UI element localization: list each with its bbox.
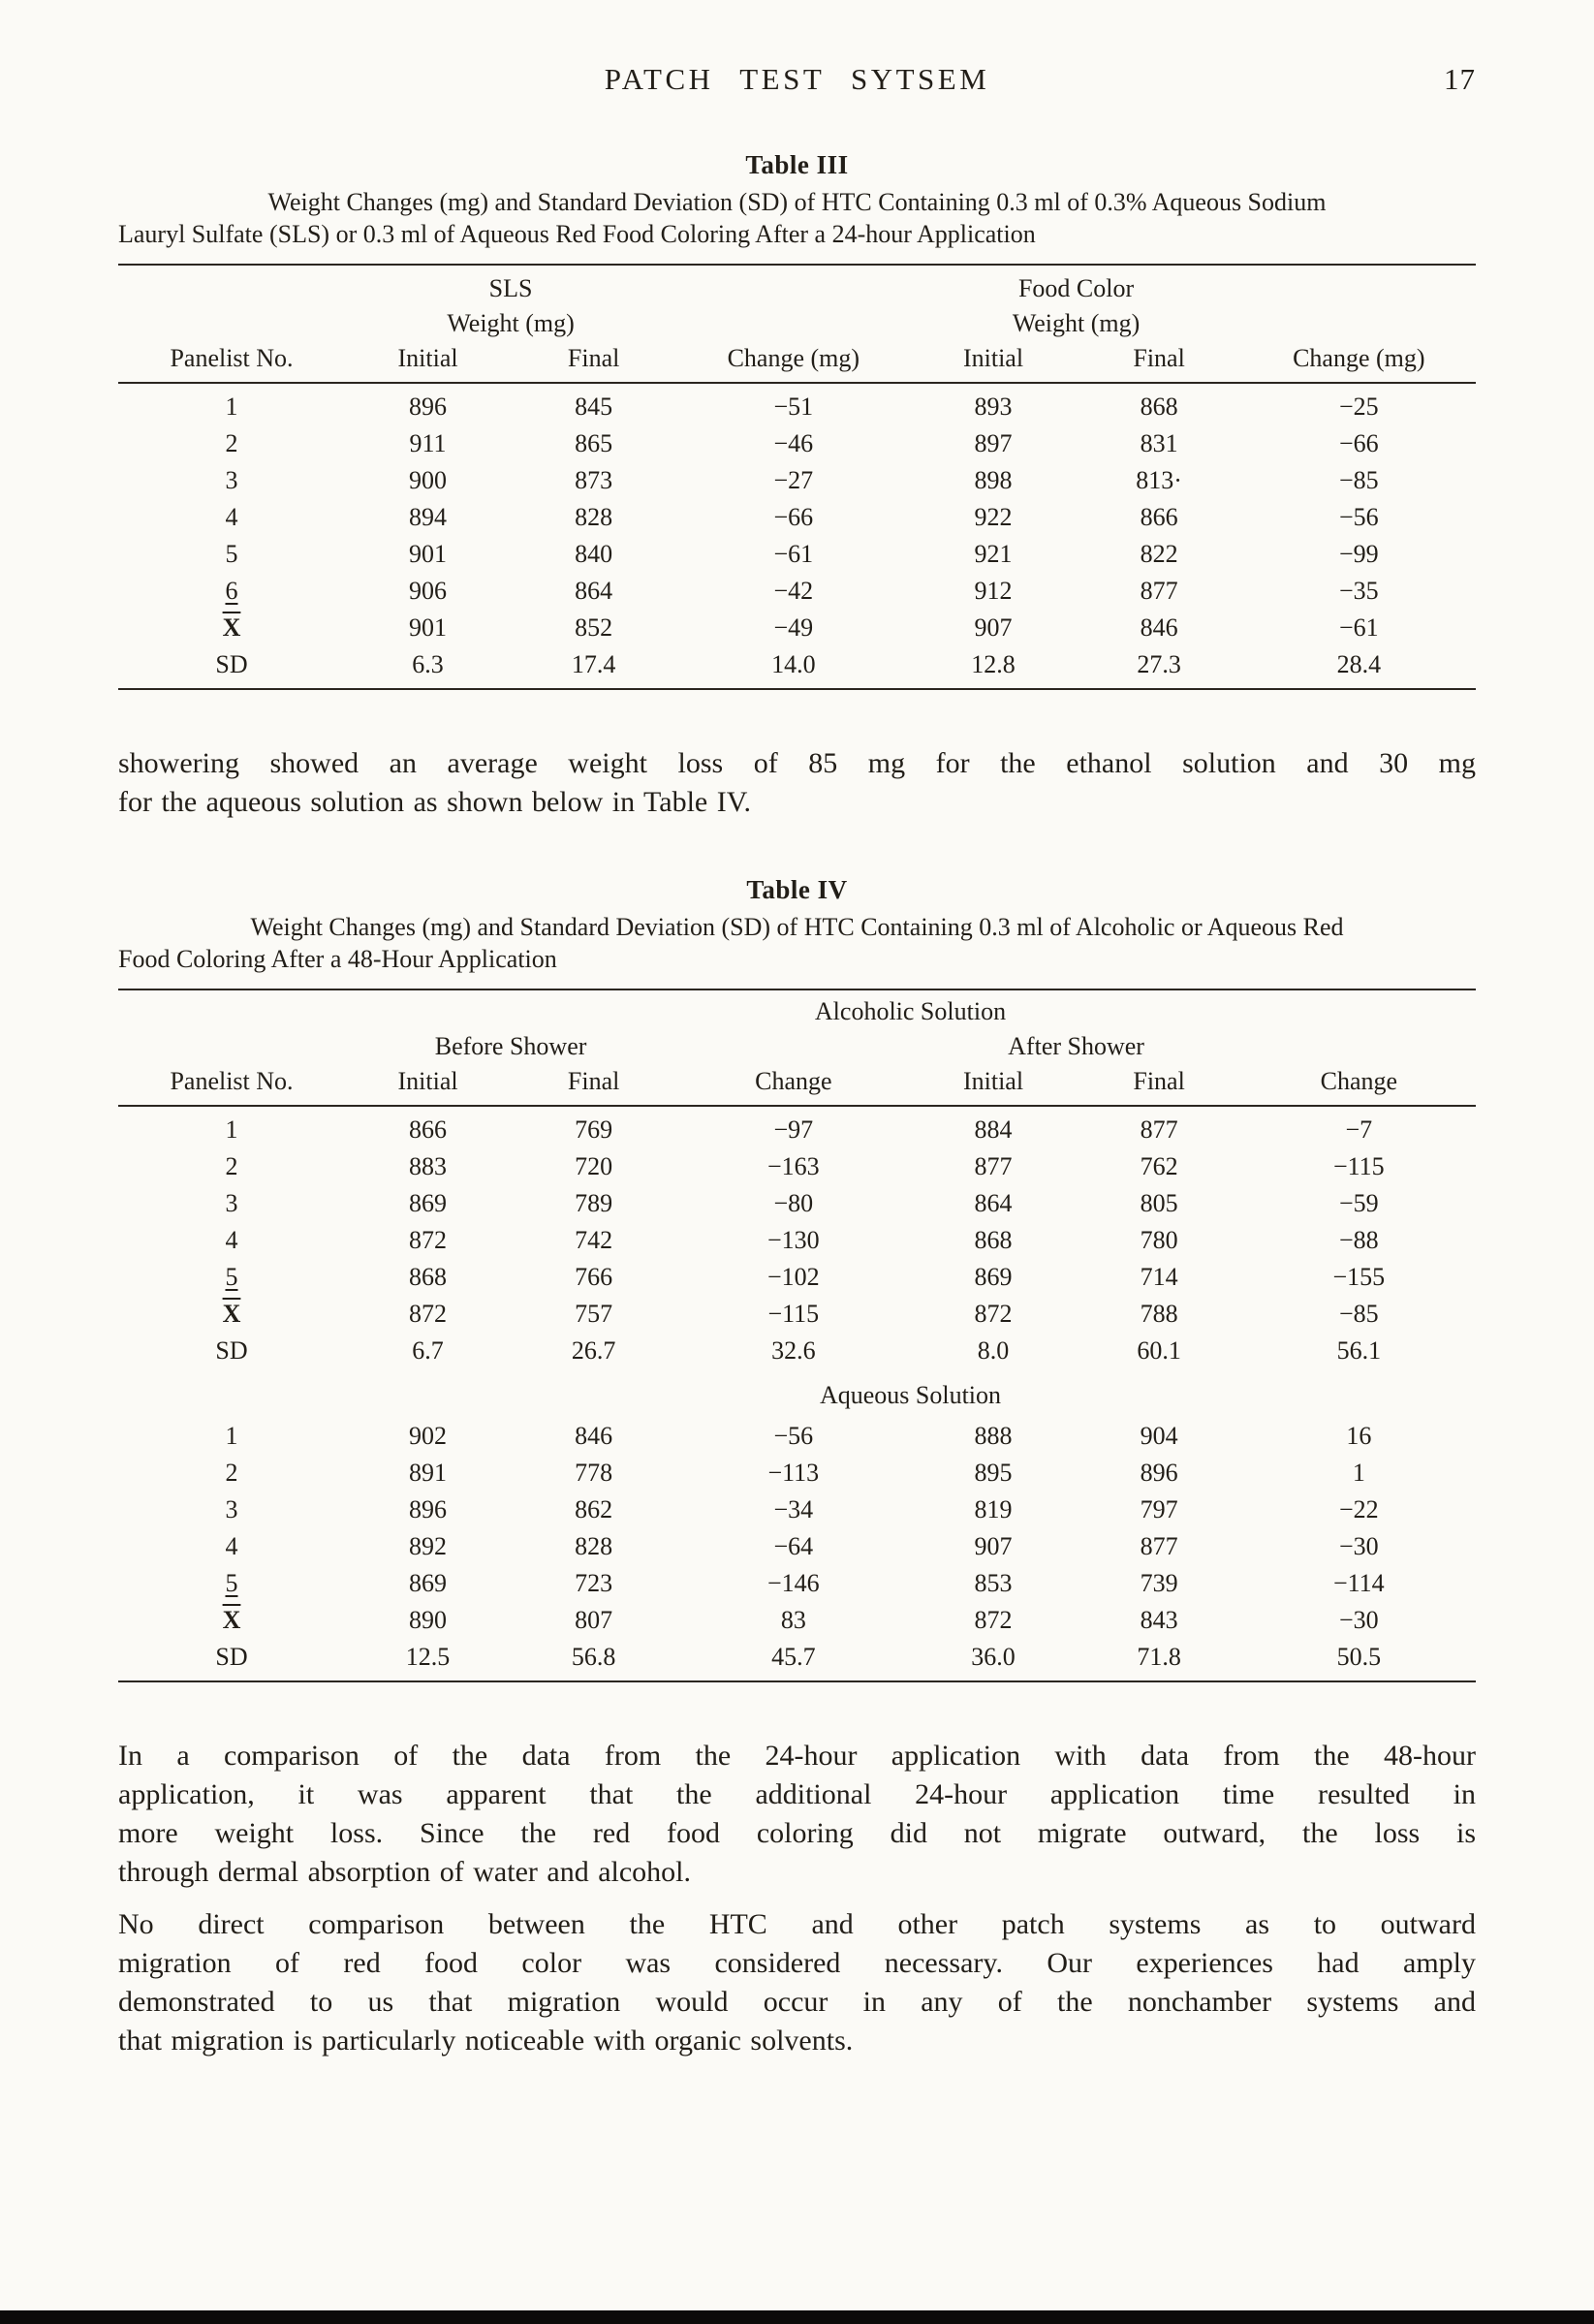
column-header: Initial: [345, 341, 511, 383]
row-label: 2: [225, 1459, 238, 1487]
table-row: [118, 1455, 1476, 1492]
text-line: that migration is particularly noticeable with organic solvents.: [118, 2025, 854, 2057]
row-label: 3: [225, 1495, 238, 1523]
table-row: [118, 1106, 1476, 1148]
table-row: [118, 383, 1476, 425]
table-cell: 872: [409, 1226, 448, 1254]
table-cell: 807: [575, 1606, 613, 1634]
spacer-cell: [676, 1029, 910, 1064]
row-label: 4: [225, 503, 238, 531]
column-header: Panelist No.: [118, 341, 345, 383]
table-cell: 894: [409, 503, 448, 531]
table-cell: 805: [1140, 1189, 1178, 1217]
table-cell: 788: [1140, 1300, 1178, 1328]
table-cell: 83: [780, 1606, 806, 1634]
table-cell: 742: [575, 1226, 613, 1254]
table-cell: −59: [1338, 1189, 1379, 1217]
section-header-aqueous: Aqueous Solution: [819, 1381, 1002, 1409]
table-row: [118, 536, 1476, 573]
text-line: showering showed an average weight loss of 85 mg for the ethanol solution and 30 mg: [118, 747, 1476, 779]
running-head-title: PATCH TEST SYTSEM: [604, 62, 990, 96]
table-cell: 27.3: [1137, 650, 1181, 678]
table-cell: 907: [974, 1532, 1013, 1560]
table-cell: 912: [974, 577, 1013, 605]
table-cell: 891: [409, 1459, 448, 1487]
table-cell: 877: [1140, 577, 1178, 605]
table-cell: −35: [1338, 577, 1379, 605]
group-header-food-color: Food Color: [1017, 274, 1135, 302]
table-cell: 862: [575, 1495, 613, 1523]
row-label-cell: [118, 1148, 345, 1185]
row-label: 3: [225, 1189, 238, 1217]
table-cell: 6.7: [412, 1336, 444, 1365]
row-label-cell: [118, 1602, 345, 1639]
table-cell: 902: [409, 1422, 448, 1450]
row-label-cell: [118, 462, 345, 499]
row-label-cell: [118, 1455, 345, 1492]
row-label-cell: [118, 1222, 345, 1259]
table4-aqueous-separator: [118, 1374, 1476, 1413]
table-row: [118, 1528, 1476, 1565]
table-cell: 872: [974, 1606, 1013, 1634]
table-cell: 778: [575, 1459, 613, 1487]
table-cell: 868: [409, 1263, 448, 1291]
row-label: 4: [225, 1226, 238, 1254]
table-cell: 896: [409, 1495, 448, 1523]
table-cell: 14.0: [771, 650, 816, 678]
table-cell: −88: [1338, 1226, 1379, 1254]
table-row: [118, 646, 1476, 689]
page-number: 17: [1444, 62, 1476, 96]
row-label: 2: [225, 1152, 238, 1180]
spacer-cell: [118, 265, 345, 306]
row-label: 5: [225, 1263, 238, 1291]
table-cell: −114: [1332, 1569, 1385, 1597]
table-cell: 877: [974, 1152, 1013, 1180]
spacer-cell: [1242, 1029, 1476, 1064]
table-cell: −27: [773, 466, 814, 494]
column-header: Change: [1242, 1064, 1476, 1106]
table-cell: −46: [773, 429, 814, 457]
table-cell: 906: [409, 577, 448, 605]
table-cell: −30: [1338, 1606, 1379, 1634]
table3-title: Table III: [745, 150, 849, 179]
table-cell: 897: [974, 429, 1013, 457]
paragraph: [118, 1737, 1476, 1892]
table-cell: −99: [1338, 540, 1379, 568]
table-cell: 739: [1140, 1569, 1178, 1597]
table-cell: −34: [773, 1495, 814, 1523]
table-cell: 71.8: [1137, 1643, 1181, 1671]
group-subheader-row: [118, 306, 1476, 341]
table-cell: 852: [575, 613, 613, 642]
table-cell: 828: [575, 1532, 613, 1560]
table-row: [118, 425, 1476, 462]
table-cell: 896: [409, 393, 448, 421]
table-row: [118, 1296, 1476, 1333]
table3-caption: [118, 186, 1476, 250]
table-cell: 36.0: [971, 1643, 1016, 1671]
table-cell: 769: [575, 1115, 613, 1144]
row-label: $\overline{X}$: [222, 1606, 241, 1634]
spacer-cell: [1242, 306, 1476, 341]
row-label-cell: [118, 646, 345, 689]
table-row: [118, 1333, 1476, 1374]
table-cell: −25: [1338, 393, 1379, 421]
table4-caption: [118, 911, 1476, 975]
spacer-cell: [118, 989, 345, 1029]
text-line: application, it was apparent that the additional 24-hour application time resulted in: [118, 1778, 1476, 1810]
table-cell: 60.1: [1137, 1336, 1181, 1365]
table-cell: −56: [773, 1422, 814, 1450]
row-label-cell: [118, 1296, 345, 1333]
row-label: SD: [215, 650, 248, 678]
table-cell: 853: [974, 1569, 1013, 1597]
table-cell: −102: [766, 1263, 820, 1291]
column-header: Initial: [910, 1064, 1076, 1106]
paragraph: [118, 744, 1476, 822]
table-cell: −64: [773, 1532, 814, 1560]
table-cell: 869: [409, 1189, 448, 1217]
row-label-cell: [118, 1333, 345, 1374]
table-cell: −61: [1338, 613, 1379, 642]
row-label: $\overline{X}$: [222, 613, 241, 642]
text-line: Weight Changes (mg) and Standard Deviation (SD) of HTC Containing 0.3 ml of Alcoholic or Aqueous Red: [250, 913, 1344, 941]
group-header-row: [118, 1029, 1476, 1064]
table-row: [118, 1259, 1476, 1296]
table-cell: −115: [767, 1300, 820, 1328]
table-row: [118, 1222, 1476, 1259]
paragraph: [118, 1905, 1476, 2060]
row-label-cell: [118, 383, 345, 425]
table-cell: 845: [575, 393, 613, 421]
table-cell: −80: [773, 1189, 814, 1217]
spacer-cell: [118, 1029, 345, 1064]
section-header-alcoholic: Alcoholic Solution: [814, 997, 1007, 1025]
table-cell: 922: [974, 503, 1013, 531]
text-line: No direct comparison between the HTC and other patch systems as to outward: [118, 1908, 1476, 1940]
row-label-cell: [118, 536, 345, 573]
table-cell: 26.7: [571, 1336, 616, 1365]
table-cell: −66: [1338, 429, 1379, 457]
row-label: SD: [215, 1643, 248, 1671]
table-cell: −146: [766, 1569, 820, 1597]
row-label: 1: [225, 1422, 238, 1450]
text-line: through dermal absorption of water and alcohol.: [118, 1856, 691, 1888]
section-header-row: [118, 989, 1476, 1029]
table-cell: 45.7: [771, 1643, 816, 1671]
row-label-cell: [118, 1639, 345, 1681]
table-cell: −66: [773, 503, 814, 531]
column-header: Final: [511, 1064, 676, 1106]
group-header-after-shower: After Shower: [1008, 1032, 1144, 1060]
row-label: 1: [225, 393, 238, 421]
spacer-cell: [676, 306, 910, 341]
table-cell: −61: [773, 540, 814, 568]
text-line: for the aqueous solution as shown below in Table IV.: [118, 786, 752, 818]
table-cell: 846: [575, 1422, 613, 1450]
scan-edge-artifact: [0, 2310, 1594, 2324]
table-cell: 872: [974, 1300, 1013, 1328]
table-cell: 868: [1140, 393, 1178, 421]
table-cell: 901: [409, 540, 448, 568]
table-cell: 890: [409, 1606, 448, 1634]
column-header: Final: [1077, 341, 1242, 383]
column-header: Change (mg): [676, 341, 910, 383]
table-cell: 797: [1140, 1495, 1178, 1523]
table-cell: 762: [1140, 1152, 1178, 1180]
column-header: Change (mg): [1242, 341, 1476, 383]
row-label-cell: [118, 610, 345, 646]
text-line: In a comparison of the data from the 24-hour application with data from the 48-hour: [118, 1740, 1476, 1772]
group-header-row: [118, 265, 1476, 306]
table-cell: 56.1: [1336, 1336, 1382, 1365]
table-cell: 888: [974, 1422, 1013, 1450]
table-cell: 898: [974, 466, 1013, 494]
column-header-row: [118, 341, 1476, 383]
table-cell: −155: [1332, 1263, 1386, 1291]
table3: [118, 264, 1476, 690]
table4-aqueous-body: [118, 1413, 1476, 1681]
table-cell: 869: [974, 1263, 1013, 1291]
table-cell: 865: [575, 429, 613, 457]
table-cell: 17.4: [571, 650, 616, 678]
table-cell: −85: [1338, 1300, 1379, 1328]
table-cell: 893: [974, 393, 1013, 421]
table-cell: −56: [1338, 503, 1379, 531]
table-cell: 895: [974, 1459, 1013, 1487]
text-line: more weight loss. Since the red food coloring did not migrate outward, the loss is: [118, 1817, 1476, 1849]
row-label: 6: [225, 577, 238, 605]
text-line: Food Coloring After a 48-Hour Application: [118, 945, 557, 973]
table-row: [118, 610, 1476, 646]
spacer-cell: [1242, 265, 1476, 306]
row-label-cell: [118, 425, 345, 462]
text-line: Lauryl Sulfate (SLS) or 0.3 ml of Aqueous Red Food Coloring After a 24-hour Application: [118, 220, 1036, 248]
table-cell: 921: [974, 540, 1013, 568]
table-cell: 813·: [1136, 466, 1182, 494]
table-cell: −113: [767, 1459, 820, 1487]
table-cell: 840: [575, 540, 613, 568]
column-header: Initial: [345, 1064, 511, 1106]
table-cell: 720: [575, 1152, 613, 1180]
table-row: [118, 573, 1476, 610]
row-label: 5: [225, 1569, 238, 1597]
column-header: Final: [511, 341, 676, 383]
table-cell: 901: [409, 613, 448, 642]
section-header-row: [118, 1374, 1476, 1413]
table-cell: −163: [766, 1152, 820, 1180]
table-cell: 28.4: [1336, 650, 1382, 678]
row-label-cell: [118, 1106, 345, 1148]
spacer-cell: [676, 265, 910, 306]
table-cell: 896: [1140, 1459, 1178, 1487]
table-cell: 873: [575, 466, 613, 494]
table-row: [118, 499, 1476, 536]
table-row: [118, 1492, 1476, 1528]
table-row: [118, 1602, 1476, 1639]
table-row: [118, 1639, 1476, 1681]
table-cell: −42: [773, 577, 814, 605]
table-cell: 780: [1140, 1226, 1178, 1254]
table-cell: −7: [1345, 1115, 1373, 1144]
row-label-cell: [118, 499, 345, 536]
table-cell: 892: [409, 1532, 448, 1560]
table4-title: Table IV: [746, 875, 848, 904]
table-cell: 723: [575, 1569, 613, 1597]
table-cell: −97: [773, 1115, 814, 1144]
row-label: 3: [225, 466, 238, 494]
group-header-before-shower: Before Shower: [434, 1032, 587, 1060]
table-cell: 900: [409, 466, 448, 494]
table3-body: [118, 383, 1476, 689]
row-label-cell: [118, 1492, 345, 1528]
table-cell: 866: [1140, 503, 1178, 531]
table-cell: 828: [575, 503, 613, 531]
row-label: 1: [225, 1115, 238, 1144]
table-cell: 883: [409, 1152, 448, 1180]
table-row: [118, 462, 1476, 499]
column-header: Initial: [910, 341, 1076, 383]
row-label: SD: [215, 1336, 248, 1365]
table-cell: −22: [1338, 1495, 1379, 1523]
table-cell: 56.8: [571, 1643, 616, 1671]
table-cell: −130: [766, 1226, 820, 1254]
spacer-cell: [118, 1374, 345, 1413]
running-head: [118, 62, 1476, 97]
table-cell: 846: [1140, 613, 1178, 642]
table-cell: 789: [575, 1189, 613, 1217]
spacer-cell: [118, 306, 345, 341]
row-label-cell: [118, 573, 345, 610]
row-label: 2: [225, 429, 238, 457]
table-cell: −51: [773, 393, 814, 421]
table-cell: 866: [409, 1115, 448, 1144]
table-cell: 12.5: [405, 1643, 451, 1671]
table-cell: 714: [1140, 1263, 1178, 1291]
row-label: 5: [225, 540, 238, 568]
table-cell: −30: [1338, 1532, 1379, 1560]
table-cell: 8.0: [977, 1336, 1010, 1365]
table-cell: 843: [1140, 1606, 1178, 1634]
table-cell: 16: [1346, 1422, 1372, 1450]
text-line: migration of red food color was considered necessary. Our experiences had amply: [118, 1947, 1476, 1979]
table-cell: 864: [974, 1189, 1013, 1217]
table-row: [118, 1185, 1476, 1222]
table-cell: 877: [1140, 1115, 1178, 1144]
table-cell: 757: [575, 1300, 613, 1328]
table-cell: 12.8: [971, 650, 1016, 678]
row-label: $\overline{X}$: [222, 1300, 241, 1328]
table-cell: −115: [1332, 1152, 1385, 1180]
table-cell: 822: [1140, 540, 1178, 568]
table-cell: 1: [1352, 1459, 1365, 1487]
group-header-sls: SLS: [488, 274, 533, 302]
column-header-row: [118, 1064, 1476, 1106]
column-header: Change: [676, 1064, 910, 1106]
group-subheader: Weight (mg): [447, 309, 575, 337]
table-cell: 884: [974, 1115, 1013, 1144]
table-row: [118, 1413, 1476, 1455]
table-cell: 868: [974, 1226, 1013, 1254]
table-cell: 766: [575, 1263, 613, 1291]
table-cell: 50.5: [1336, 1643, 1382, 1671]
table-cell: 907: [974, 613, 1013, 642]
row-label-cell: [118, 1259, 345, 1296]
table-cell: 872: [409, 1300, 448, 1328]
table-cell: 869: [409, 1569, 448, 1597]
table-cell: −85: [1338, 466, 1379, 494]
table-cell: 32.6: [771, 1336, 816, 1365]
row-label-cell: [118, 1185, 345, 1222]
table4-alcoholic-body: [118, 1106, 1476, 1374]
row-label: 4: [225, 1532, 238, 1560]
column-header: Final: [1077, 1064, 1242, 1106]
table-cell: 864: [575, 577, 613, 605]
text-line: Weight Changes (mg) and Standard Deviation (SD) of HTC Containing 0.3 ml of 0.3% Aqueous Sodium: [267, 188, 1327, 216]
table-cell: 831: [1140, 429, 1178, 457]
row-label-cell: [118, 1565, 345, 1602]
text-line: demonstrated to us that migration would occur in any of the nonchamber systems and: [118, 1986, 1476, 2018]
row-label-cell: [118, 1413, 345, 1455]
table4: [118, 989, 1476, 1682]
row-label-cell: [118, 1528, 345, 1565]
table-row: [118, 1148, 1476, 1185]
column-header: Panelist No.: [118, 1064, 345, 1106]
table-cell: 819: [974, 1495, 1013, 1523]
table-cell: 911: [409, 429, 447, 457]
table-cell: 877: [1140, 1532, 1178, 1560]
table-cell: −49: [773, 613, 814, 642]
table-row: [118, 1565, 1476, 1602]
group-subheader: Weight (mg): [1012, 309, 1141, 337]
table-cell: 6.3: [412, 650, 444, 678]
table-cell: 904: [1140, 1422, 1178, 1450]
